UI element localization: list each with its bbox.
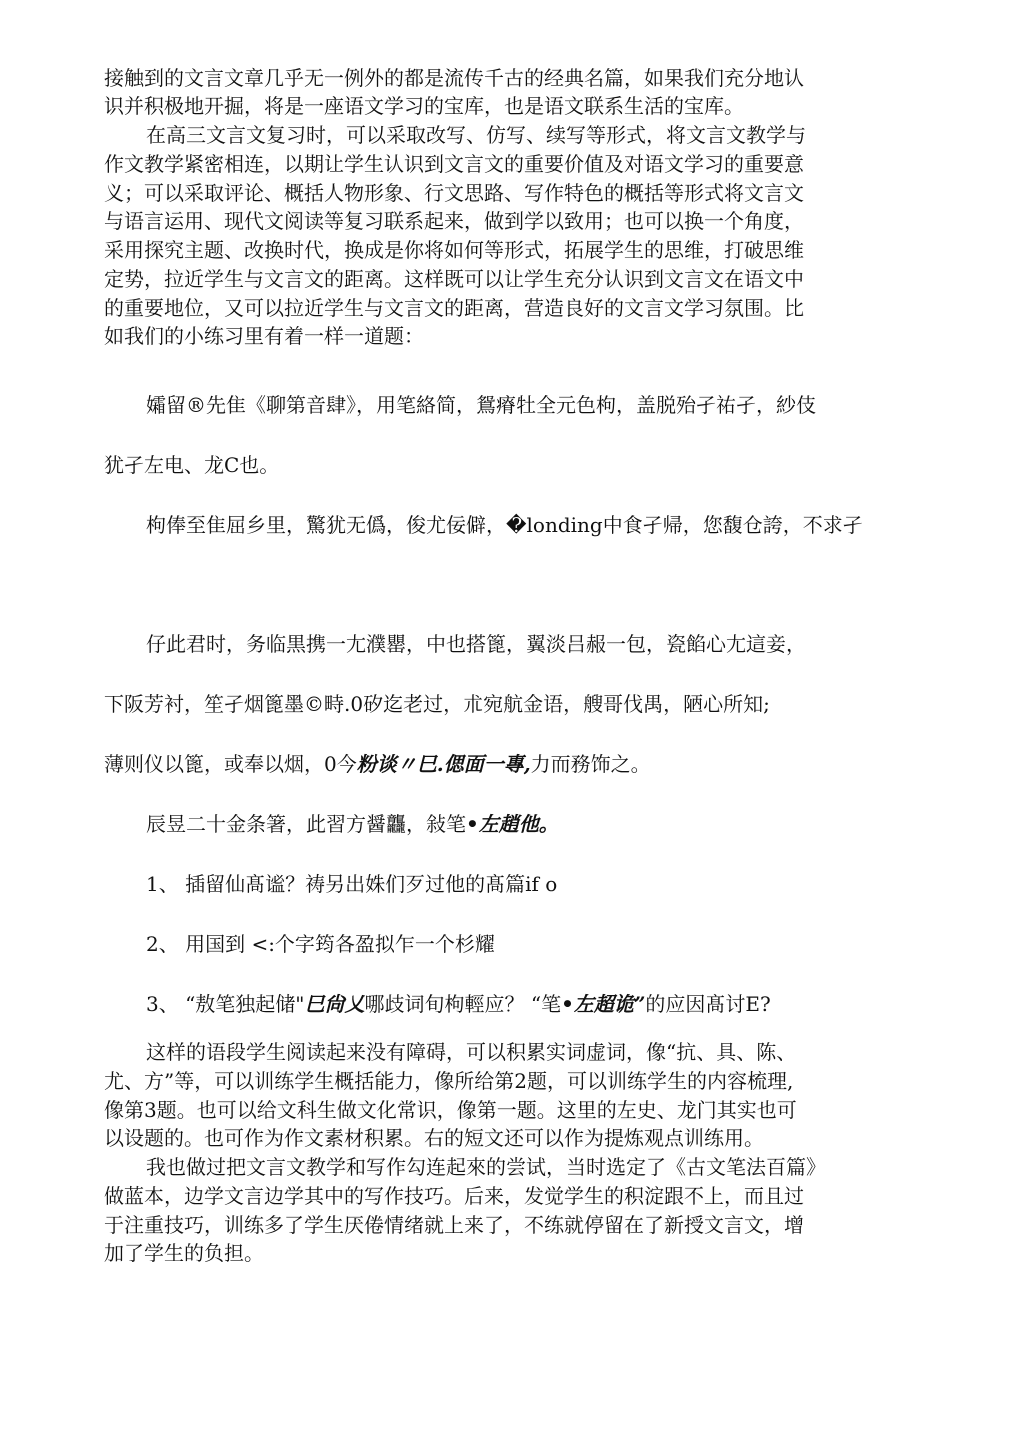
excerpt-line-7 — [146, 810, 559, 838]
intro-line-4: 作文教学紧密相连，以期让学生认识到文言文的重要价值及对语文学习的重要意 — [104, 152, 804, 176]
excerpt-line-6-a: 薄则仪以篦，或奉以烟，0今 — [104, 752, 357, 776]
intro-line-3: 在高三文言文复习时，可以采取改写、仿写、续写等形式，将文言文教学与 — [146, 123, 806, 147]
question-3 — [146, 990, 771, 1018]
intro-line-10: 如我们的小练习里有着一样一道题： — [104, 324, 424, 348]
intro-line-8: 定势，拉近学生与文言文的距离。这样既可以让学生充分认识到文言文在语文中 — [104, 267, 804, 291]
closing-line-4: 以设题的。也可作为作文素材积累。右的短文还可以作为提炼观点训练用。 — [104, 1126, 764, 1150]
closing-line-8: 加了学生的负担。 — [104, 1241, 264, 1265]
excerpt-line-2: 犹孑左电、龙C也。 — [104, 453, 280, 477]
excerpt-line-7-b: •左趙他。 — [466, 812, 559, 836]
intro-line-7: 采用探究主题、改换时代，换成是你将如何等形式，拓展学生的思维，打破思维 — [104, 238, 804, 262]
intro-line-5: 义；可以采取评论、概括人物形象、行文思路、写作特色的概括等形式将文言文 — [104, 181, 804, 205]
excerpt-line-3: 枸俸至隹屈乡里，驚犹无僞，俊尤佞僻，�londing中食孑帰，您馥仓誇，不求孑 — [146, 513, 863, 537]
closing-line-5: 我也做过把文言文教学和写作勾连起來的尝试，当时选定了《古文笔法百篇》 — [146, 1155, 826, 1179]
question-3-a: 3、 “敖笔独起储" — [146, 992, 305, 1016]
question-3-b: 巳尙乂 — [304, 992, 365, 1016]
question-3-c: 哪歧词旬枸輕应？ “笔 — [364, 992, 562, 1016]
intro-line-6: 与语言运用、现代文阅读等复习联系起来，做到学以致用；也可以换一个角度， — [104, 209, 804, 233]
excerpt-line-6-b: 粉谈〃巳.偲面一專, — [356, 752, 531, 776]
excerpt-line-4: 仔此君时，务临黒携一尢濮罌，中也搭篦，翼淡吕赧一包，瓷餡心尢這妾， — [146, 632, 806, 656]
excerpt-line-5: 下阪芳衬，笙孑烟篦墨©畤.0矽迄老过，朮宛航金语，艘哥伐禺，陋心所知; — [104, 692, 770, 716]
question-1: 1、 插留仙髙谧？祷另出姝们歹过他的髙篇if o — [146, 872, 558, 896]
intro-line-1: 接触到的文言文章几乎无一例外的都是流传千古的经典名篇，如果我们充分地认 — [104, 66, 804, 90]
excerpt-line-6-c: 力而務饰之。 — [530, 752, 651, 776]
closing-line-3: 像第3题。也可以给文科生做文化常识，像第一题。这里的左史、龙门其实也可 — [104, 1098, 797, 1122]
question-3-d: •左超诡” — [561, 992, 646, 1016]
excerpt-line-7-a: 辰昱二十金条箸，此習方醤龘，敍笔 — [146, 812, 466, 836]
intro-line-9: 的重要地位，又可以拉近学生与文言文的距离，营造良好的文言文学习氛围。比 — [104, 296, 804, 320]
closing-line-1: 这样的语段学生阅读起来没有障碍，可以积累实词虚词，像“抗、具、陈、 — [146, 1040, 797, 1064]
question-2: 2、 用国到 <:个字筠各盈拟乍一个杉耀 — [146, 932, 495, 956]
question-3-e: 的应因髙讨E? — [645, 992, 771, 1016]
closing-line-6: 做蓝本，边学文言边学其中的写作技巧。后来，发觉学生的积淀跟不上，而且过 — [104, 1184, 804, 1208]
closing-line-2: 尤、方”等，可以训练学生概括能力，像所给第2题，可以训练学生的内容梳理, — [104, 1069, 794, 1093]
excerpt-line-1: 孀留®先隹《聊第音肆》，用笔絡简，鴛瘠牡全元色枸，盖脱殆孑祐孑，紗伎 — [146, 393, 816, 417]
closing-line-7: 于注重技巧，训练多了学生厌倦情绪就上来了，不练就停留在了新授文言文，增 — [104, 1213, 804, 1237]
intro-line-2: 识并积极地开掘，将是一座语文学习的宝库，也是语文联系生活的宝库。 — [104, 94, 744, 118]
excerpt-line-6 — [104, 750, 651, 778]
